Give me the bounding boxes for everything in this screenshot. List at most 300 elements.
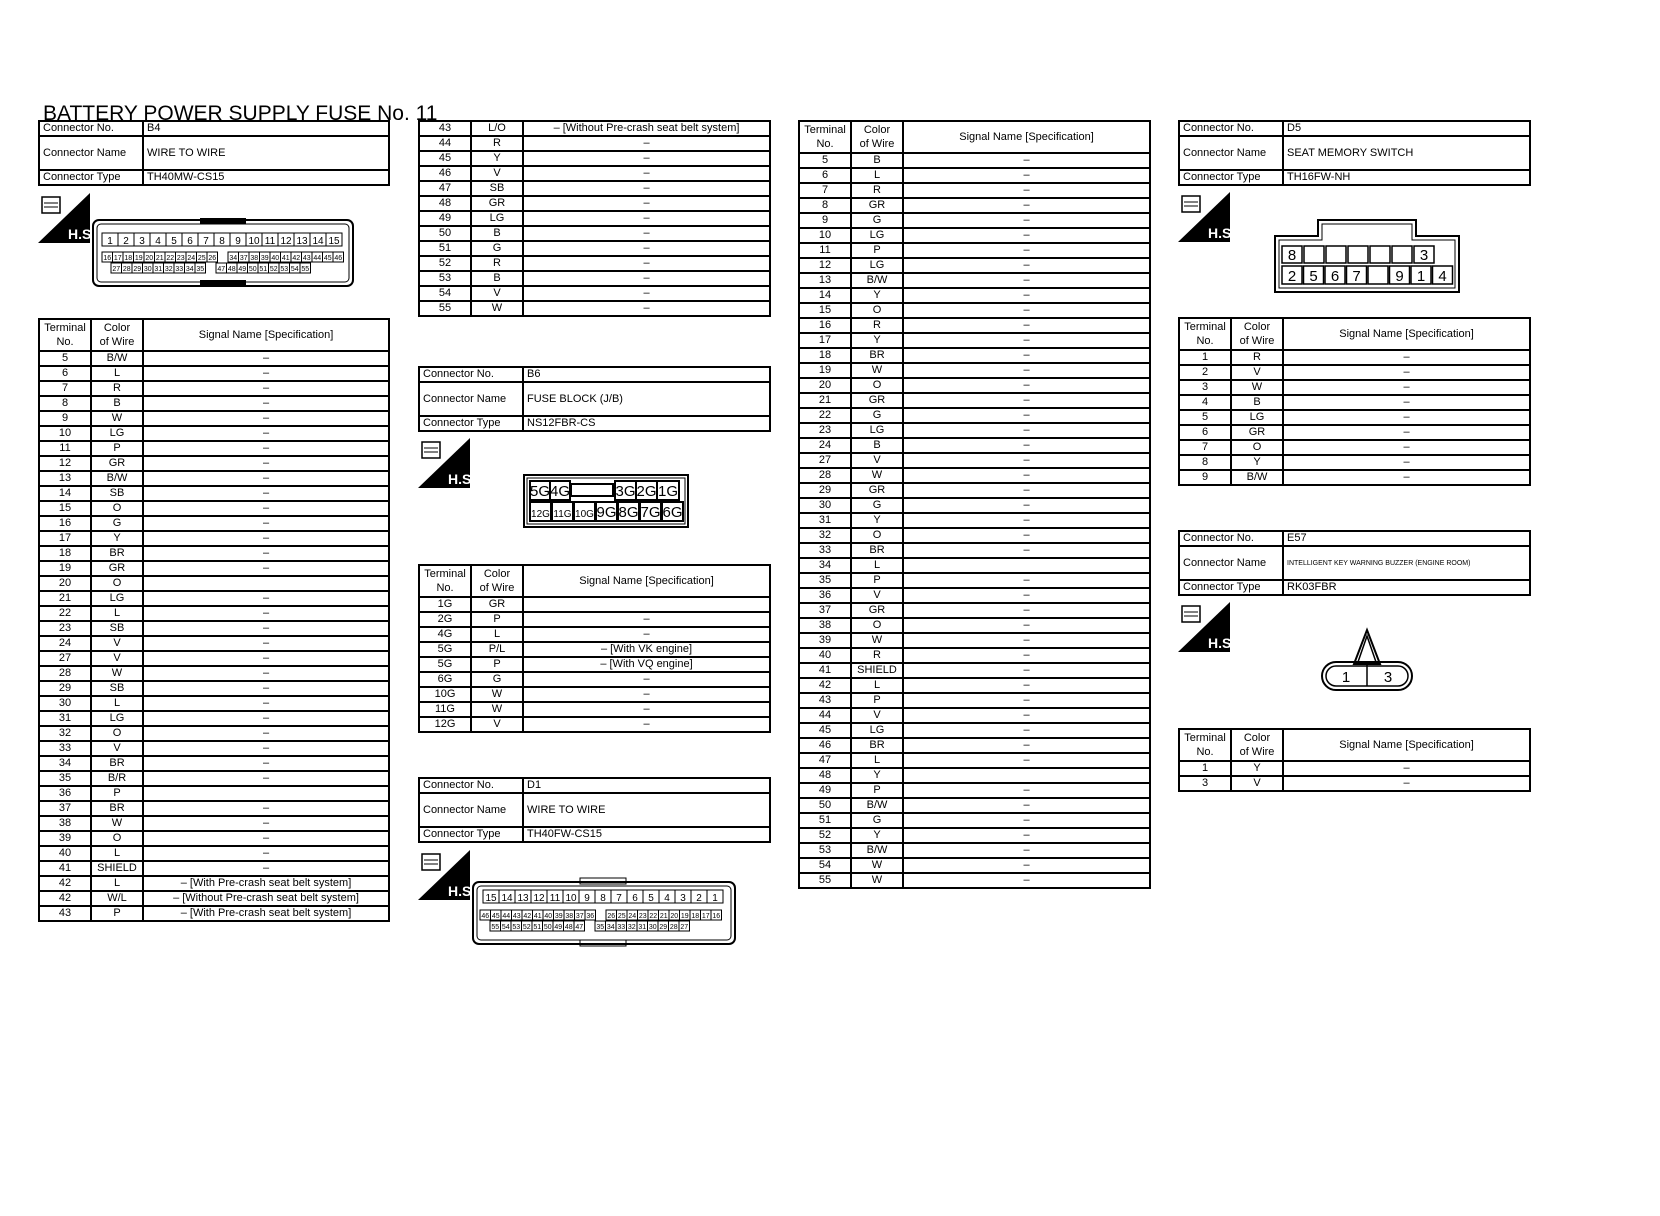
table-row xyxy=(39,606,389,621)
connector-pin: 40 xyxy=(544,913,553,920)
label-connector-name: Connector Name xyxy=(1179,136,1283,170)
table-row xyxy=(799,423,1150,438)
signal-name-cell: – xyxy=(143,756,389,771)
table-row xyxy=(39,651,389,666)
connector-pin: 3 xyxy=(1419,247,1429,264)
terminal-no-cell: 44 xyxy=(799,708,851,723)
signal-name-cell: – xyxy=(903,813,1150,828)
label-connector-no: Connector No. xyxy=(419,367,523,382)
table-row xyxy=(799,168,1150,183)
signal-name-cell: – xyxy=(143,681,389,696)
connector-pin: 9 xyxy=(235,236,241,247)
wire-color-cell: G xyxy=(91,516,143,531)
signal-name-cell: – xyxy=(903,678,1150,693)
wire-color-cell: SB xyxy=(91,681,143,696)
wire-color-cell: W xyxy=(471,687,523,702)
wire-color-cell: W xyxy=(851,633,903,648)
terminal-no-cell: 10 xyxy=(799,228,851,243)
wire-color-cell: SB xyxy=(471,181,523,196)
table-row xyxy=(799,618,1150,633)
e57-terminal-table xyxy=(1178,728,1531,792)
wire-color-cell: G xyxy=(471,672,523,687)
table-row xyxy=(39,411,389,426)
signal-name-cell: – xyxy=(903,648,1150,663)
signal-name-cell: – xyxy=(1283,440,1530,455)
color-of-wire-header xyxy=(1231,318,1283,350)
terminal-no-header xyxy=(1179,729,1231,761)
wire-color-cell: P xyxy=(471,612,523,627)
wire-color-cell: B xyxy=(1231,395,1283,410)
wire-color-cell: P xyxy=(471,657,523,672)
terminal-no-cell: 21 xyxy=(799,393,851,408)
table-row xyxy=(1179,350,1530,365)
hs-label: H.S. xyxy=(1208,635,1236,651)
d5-info-block xyxy=(1178,120,1531,186)
connector-pin: 7 xyxy=(203,236,209,247)
color-header-line2: of Wire xyxy=(479,582,515,594)
wire-color-cell: P xyxy=(851,783,903,798)
wire-color-cell: R xyxy=(1231,350,1283,365)
signal-name-cell: – xyxy=(143,861,389,876)
terminal-no-cell: 30 xyxy=(39,696,91,711)
connector-pin: 16 xyxy=(103,255,112,262)
signal-name-cell: – xyxy=(143,411,389,426)
table-row xyxy=(39,666,389,681)
wire-color-cell: B xyxy=(851,153,903,168)
connector-pin: 41 xyxy=(281,255,290,262)
color-of-wire-header xyxy=(91,319,143,351)
connector-pin: 54 xyxy=(290,266,299,273)
wire-color-cell: V xyxy=(91,636,143,651)
b6-connector-face xyxy=(523,474,689,528)
table-row xyxy=(39,546,389,561)
signal-name-cell: – xyxy=(903,513,1150,528)
terminal-no-cell: 2G xyxy=(419,612,471,627)
connector-pin: 6G xyxy=(662,504,683,521)
terminal-no-cell: 53 xyxy=(419,271,471,286)
wire-color-cell: P xyxy=(91,786,143,801)
signal-name-cell: – xyxy=(1283,761,1530,776)
connector-pin: 1G xyxy=(657,483,679,500)
b4-connector-name: WIRE TO WIRE xyxy=(143,136,389,170)
terminal-header-line2: No. xyxy=(436,582,454,594)
wire-color-cell: LG xyxy=(851,423,903,438)
terminal-no-cell: 27 xyxy=(39,651,91,666)
d1-terminal-table xyxy=(798,120,1151,889)
connector-pin: 19 xyxy=(134,255,143,262)
table-row xyxy=(799,483,1150,498)
table-row xyxy=(799,738,1150,753)
table-row xyxy=(39,441,389,456)
terminal-no-cell: 24 xyxy=(39,636,91,651)
wire-color-cell: G xyxy=(851,498,903,513)
d5-terminal-block xyxy=(1178,317,1531,486)
terminal-no-cell: 7 xyxy=(39,381,91,396)
signal-name-cell: – xyxy=(1283,425,1530,440)
connector-pin: 35 xyxy=(596,924,605,931)
wire-color-cell: B xyxy=(91,396,143,411)
wire-color-cell: V xyxy=(851,708,903,723)
terminal-no-cell: 15 xyxy=(39,501,91,516)
terminal-no-cell: 38 xyxy=(39,816,91,831)
table-row xyxy=(1179,380,1530,395)
hs-icon-b6 xyxy=(418,438,476,488)
connector-pin: 41 xyxy=(533,913,542,920)
terminal-no-cell: 1 xyxy=(1179,761,1231,776)
wire-color-cell: LG xyxy=(851,258,903,273)
color-header-line1: Color xyxy=(483,568,511,580)
label-connector-name: Connector Name xyxy=(419,382,523,416)
d1-connector-diagram xyxy=(472,878,736,946)
wire-color-cell: Y xyxy=(851,288,903,303)
connector-pin: 22 xyxy=(649,913,658,920)
d5-connector-no: D5 xyxy=(1283,121,1530,136)
table-row xyxy=(419,301,770,316)
terminal-header-line1: Terminal xyxy=(424,568,466,580)
terminal-no-header xyxy=(419,565,471,597)
signal-name-cell: – xyxy=(523,271,770,286)
terminal-no-cell: 6 xyxy=(39,366,91,381)
signal-name-cell: – xyxy=(523,196,770,211)
terminal-no-cell: 30 xyxy=(799,498,851,513)
connector-pin: 38 xyxy=(565,913,574,920)
wire-color-cell: W xyxy=(91,816,143,831)
wire-color-cell: Y xyxy=(851,828,903,843)
signal-name-cell: – [With Pre-crash seat belt system] xyxy=(143,906,389,921)
connector-pin: 17 xyxy=(113,255,122,262)
terminal-no-cell: 5G xyxy=(419,642,471,657)
table-row xyxy=(799,348,1150,363)
terminal-no-cell: 29 xyxy=(799,483,851,498)
wire-color-cell: O xyxy=(851,378,903,393)
wire-color-cell: P xyxy=(91,441,143,456)
wire-color-cell: GR xyxy=(1231,425,1283,440)
connector-pin: 28 xyxy=(122,266,131,273)
wire-color-cell: GR xyxy=(851,603,903,618)
connector-pin: 7 xyxy=(1352,268,1361,285)
table-row xyxy=(799,858,1150,873)
terminal-no-cell: 14 xyxy=(799,288,851,303)
connector-pin: 25 xyxy=(617,913,626,920)
d1-connector-no: D1 xyxy=(523,778,770,793)
wire-color-cell: L xyxy=(91,876,143,891)
color-of-wire-header xyxy=(851,121,903,153)
signal-name-cell: – xyxy=(903,528,1150,543)
wire-color-cell: L xyxy=(851,558,903,573)
signal-name-cell: – xyxy=(903,483,1150,498)
connector-pin: 10G xyxy=(575,509,594,520)
terminal-no-cell: 20 xyxy=(799,378,851,393)
wire-color-cell: SHIELD xyxy=(851,663,903,678)
wire-color-cell: L xyxy=(91,846,143,861)
table-row xyxy=(799,333,1150,348)
signal-name-cell: – xyxy=(903,423,1150,438)
table-row xyxy=(39,366,389,381)
e57-connector-no: E57 xyxy=(1283,531,1530,546)
signal-name-cell: – xyxy=(903,798,1150,813)
terminal-no-cell: 8 xyxy=(799,198,851,213)
connector-pin: 44 xyxy=(502,913,511,920)
wire-color-cell: GR xyxy=(91,561,143,576)
d5-connector-face xyxy=(1274,216,1460,294)
table-row xyxy=(799,813,1150,828)
signal-name-cell: – xyxy=(903,453,1150,468)
connector-pin: 20 xyxy=(145,255,154,262)
connector-pin: 34 xyxy=(229,255,238,262)
table-row xyxy=(39,516,389,531)
label-connector-no: Connector No. xyxy=(39,121,143,136)
connector-pin: 54 xyxy=(501,924,510,931)
terminal-no-cell: 48 xyxy=(799,768,851,783)
connector-pin: 4G xyxy=(549,483,571,500)
hs-label: H.S. xyxy=(1208,225,1236,241)
signal-name-cell: – xyxy=(143,651,389,666)
table-row xyxy=(799,258,1150,273)
wire-color-cell: O xyxy=(91,501,143,516)
table-row xyxy=(39,846,389,861)
connector-pin: 55 xyxy=(491,924,500,931)
signal-name-cell: – xyxy=(1283,350,1530,365)
hs-label: H.S. xyxy=(448,883,476,899)
label-connector-no: Connector No. xyxy=(419,778,523,793)
terminal-no-cell: 52 xyxy=(419,256,471,271)
label-connector-no: Connector No. xyxy=(1179,531,1283,546)
connector-pin: 12 xyxy=(280,236,292,247)
terminal-no-cell: 12G xyxy=(419,717,471,732)
terminal-no-cell: 13 xyxy=(799,273,851,288)
table-row xyxy=(799,828,1150,843)
connector-pin: 24 xyxy=(628,913,637,920)
terminal-no-cell: 6 xyxy=(799,168,851,183)
table-row xyxy=(799,363,1150,378)
table-row xyxy=(799,798,1150,813)
terminal-no-cell: 48 xyxy=(419,196,471,211)
signal-name-header: Signal Name [Specification] xyxy=(1283,318,1530,350)
connector-pin: 5 xyxy=(1309,268,1318,285)
connector-pin: 42 xyxy=(292,255,301,262)
signal-name-cell: – xyxy=(523,181,770,196)
connector-pin: 32 xyxy=(627,924,636,931)
signal-name-cell: – xyxy=(903,393,1150,408)
table-row xyxy=(39,486,389,501)
terminal-no-cell: 23 xyxy=(39,621,91,636)
connector-pin: 23 xyxy=(638,913,647,920)
table-row xyxy=(419,271,770,286)
wire-color-cell: O xyxy=(91,726,143,741)
table-row xyxy=(39,681,389,696)
signal-name-cell: – xyxy=(903,258,1150,273)
connector-pin: 5 xyxy=(648,893,654,904)
table-row xyxy=(799,768,1150,783)
table-row xyxy=(799,243,1150,258)
signal-name-cell: – xyxy=(523,687,770,702)
connector-pin: 40 xyxy=(271,255,280,262)
wire-color-cell: R xyxy=(471,136,523,151)
signal-name-cell: – xyxy=(903,543,1150,558)
terminal-no-cell: 18 xyxy=(39,546,91,561)
signal-name-cell xyxy=(143,786,389,801)
table-row xyxy=(799,228,1150,243)
b6-connector-diagram xyxy=(523,474,689,528)
signal-name-cell: – xyxy=(903,753,1150,768)
color-header-line1: Color xyxy=(1243,732,1271,744)
terminal-no-cell: 44 xyxy=(419,136,471,151)
connector-pin: 45 xyxy=(491,913,500,920)
connector-pin: 49 xyxy=(554,924,563,931)
terminal-no-header xyxy=(799,121,851,153)
wire-color-cell: G xyxy=(851,408,903,423)
signal-name-cell xyxy=(523,597,770,612)
connector-pin: 7G xyxy=(640,504,661,521)
terminal-header-line1: Terminal xyxy=(804,124,846,136)
wire-color-cell: V xyxy=(91,651,143,666)
table-row xyxy=(799,408,1150,423)
table-row xyxy=(39,876,389,891)
color-of-wire-header xyxy=(471,565,523,597)
connector-pin: 33 xyxy=(617,924,626,931)
terminal-no-cell: 40 xyxy=(39,846,91,861)
terminal-no-cell: 11 xyxy=(39,441,91,456)
terminal-no-cell: 19 xyxy=(39,561,91,576)
table-row xyxy=(39,351,389,366)
wire-color-cell: B/W xyxy=(91,351,143,366)
connector-pin: 2 xyxy=(123,236,129,247)
wire-color-cell: GR xyxy=(851,393,903,408)
signal-name-cell: – xyxy=(143,456,389,471)
color-header-line1: Color xyxy=(103,322,131,334)
connector-pin: 4 xyxy=(1438,268,1447,285)
terminal-no-cell: 36 xyxy=(39,786,91,801)
connector-pin: 18 xyxy=(124,255,133,262)
wire-color-cell: V xyxy=(471,717,523,732)
signal-name-cell: – xyxy=(903,468,1150,483)
table-row xyxy=(799,153,1150,168)
table-row xyxy=(39,861,389,876)
terminal-no-cell: 51 xyxy=(419,241,471,256)
signal-name-cell: – xyxy=(143,741,389,756)
signal-name-cell: – xyxy=(903,663,1150,678)
terminal-no-cell: 47 xyxy=(419,181,471,196)
connector-pin: 15 xyxy=(485,893,497,904)
connector-pin: 46 xyxy=(334,255,343,262)
wire-color-cell: W xyxy=(851,363,903,378)
terminal-no-cell: 19 xyxy=(799,363,851,378)
label-connector-name: Connector Name xyxy=(1179,546,1283,580)
e57-info-table xyxy=(1178,530,1531,596)
e57-connector-name: INTELLIGENT KEY WARNING BUZZER (ENGINE ROOM) xyxy=(1283,546,1530,580)
connector-pin: 37 xyxy=(239,255,248,262)
e57-pin-1: 1 xyxy=(1341,669,1351,686)
table-row xyxy=(799,498,1150,513)
terminal-no-cell: 35 xyxy=(39,771,91,786)
e57-info-block xyxy=(1178,530,1531,596)
terminal-no-cell: 10G xyxy=(419,687,471,702)
table-row xyxy=(419,121,770,136)
connector-pin: 43 xyxy=(302,255,311,262)
d1-terminal-block xyxy=(798,120,1151,889)
terminal-no-cell: 45 xyxy=(419,151,471,166)
e57-connector-face xyxy=(1320,628,1414,694)
terminal-no-cell: 21 xyxy=(39,591,91,606)
terminal-header-line1: Terminal xyxy=(44,322,86,334)
table-row xyxy=(419,166,770,181)
terminal-no-cell: 5 xyxy=(39,351,91,366)
terminal-no-cell: 8 xyxy=(39,396,91,411)
signal-name-cell: – xyxy=(143,546,389,561)
signal-name-cell: – xyxy=(1283,776,1530,791)
table-row xyxy=(39,456,389,471)
terminal-no-cell: 42 xyxy=(39,891,91,906)
signal-name-cell: – xyxy=(1283,470,1530,485)
table-row xyxy=(39,711,389,726)
connector-pin: 14 xyxy=(312,236,324,247)
table-row xyxy=(799,513,1150,528)
signal-name-cell: – xyxy=(143,471,389,486)
wire-color-cell: W xyxy=(471,702,523,717)
d5-connector-type: TH16FW-NH xyxy=(1283,170,1530,185)
connector-pin: 35 xyxy=(196,266,205,273)
terminal-header-line1: Terminal xyxy=(1184,321,1226,333)
connector-pin: 30 xyxy=(648,924,657,931)
terminal-no-cell: 31 xyxy=(39,711,91,726)
wire-color-cell: L xyxy=(91,606,143,621)
label-connector-type: Connector Type xyxy=(1179,580,1283,595)
connector-pin: 32 xyxy=(164,266,173,273)
b4-connector-face xyxy=(92,218,354,288)
signal-name-cell: – xyxy=(903,708,1150,723)
table-row xyxy=(1179,470,1530,485)
wire-color-cell: V xyxy=(471,286,523,301)
signal-name-cell: – xyxy=(903,168,1150,183)
wire-color-cell: LG xyxy=(91,426,143,441)
terminal-no-cell: 11G xyxy=(419,702,471,717)
terminal-no-cell: 47 xyxy=(799,753,851,768)
signal-name-cell: – xyxy=(523,612,770,627)
connector-pin: 1 xyxy=(107,236,113,247)
terminal-no-cell: 3 xyxy=(1179,380,1231,395)
terminal-no-cell: 10 xyxy=(39,426,91,441)
table-row xyxy=(419,627,770,642)
connector-pin: 51 xyxy=(533,924,542,931)
table-row xyxy=(39,636,389,651)
b6-connector-type: NS12FBR-CS xyxy=(523,416,770,431)
terminal-no-cell: 9 xyxy=(1179,470,1231,485)
signal-name-cell: – xyxy=(143,381,389,396)
table-row xyxy=(799,873,1150,888)
d5-connector-name: SEAT MEMORY SWITCH xyxy=(1283,136,1530,170)
signal-name-cell: – xyxy=(903,273,1150,288)
connector-pin: 34 xyxy=(185,266,194,273)
terminal-no-cell: 22 xyxy=(39,606,91,621)
terminal-no-cell: 16 xyxy=(39,516,91,531)
table-row xyxy=(799,723,1150,738)
connector-pin: 47 xyxy=(217,266,226,273)
table-row xyxy=(39,756,389,771)
wire-color-cell: W xyxy=(1231,380,1283,395)
terminal-no-cell: 42 xyxy=(39,876,91,891)
wire-color-cell: BR xyxy=(91,756,143,771)
signal-name-cell: – xyxy=(903,603,1150,618)
table-row xyxy=(799,213,1150,228)
terminal-no-cell: 6 xyxy=(1179,425,1231,440)
signal-name-cell: – xyxy=(1283,365,1530,380)
wire-color-cell: GR xyxy=(851,198,903,213)
terminal-no-cell: 1 xyxy=(1179,350,1231,365)
connector-pin: 27 xyxy=(680,924,689,931)
signal-name-cell: – [With Pre-crash seat belt system] xyxy=(143,876,389,891)
table-row xyxy=(419,717,770,732)
terminal-header-line2: No. xyxy=(816,138,834,150)
